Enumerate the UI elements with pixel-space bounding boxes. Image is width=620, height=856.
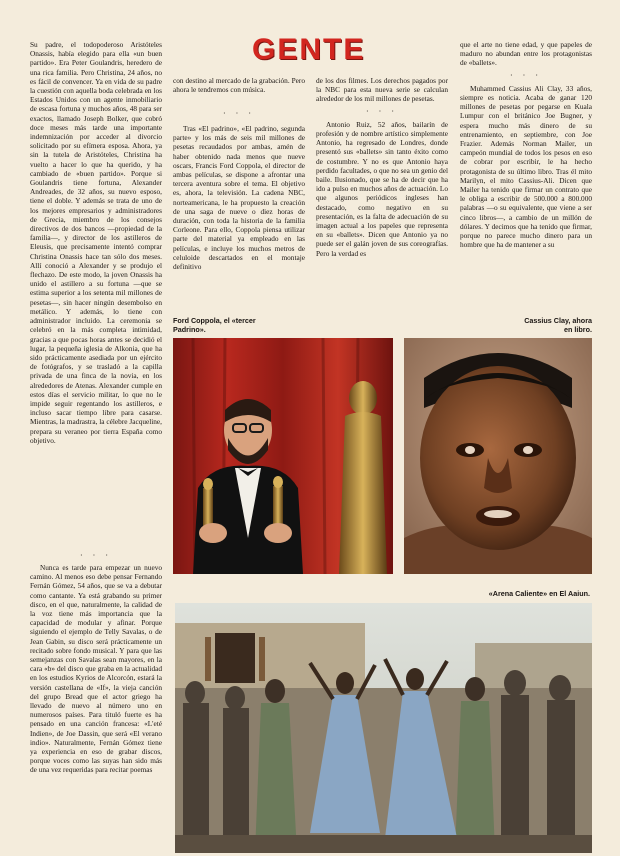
separator: · · · [223, 109, 255, 118]
caption-arena: «Arena Caliente» en El Aaiun. [488, 589, 590, 598]
article-onassis: Su padre, el todopoderoso Aristóteles Onassis, había elegido para ella «un buen partido». Era Peter Goulandris, heredero de una rica familia. Pero Christina, 24 años, no es fácil de convencer. Ya en vida de su padre la cuestión con aquella boda celebrada en los Estados Unidos con un agente inmobiliario de escasa fortuna y muchos años, 48 para ser exactos, llamado Joseph Bolker, que cobró doce meses más tarde una importante indemnización por acceder al divorcio solicitado por su efímera esposa. Ahora, ya sin la tutela de Aristóteles, Christina ha vuelto a hacer lo que ha querido, y ha cambiado de «buen partido». Porque si Goulandris tiene fortuna, Alexander Andreades, de 32 años, su nuevo esposo, tiene el doble. Y además se trata de uno de los mejores empresarios y administradores de Grecia, miembro de los consejos directivos de dos bancos —propiedad de la familia—, y director de los astilleros de Eleusis, que precisamente intentó comprar Christina Onassis hace tan sólo dos meses. Allí conoció a Alexander y se produjo el flechazo. De este modo, la joven Onassis ha unido el astillero a su fortuna —que se estima superior a los setenta mil millones de pesetas—, sin hacer ningún desembolso en metálico. Y además, lo tiene con administrador incluido. La ceremonia se celebró en la más completa intimidad, gracias a que pocas horas antes se decidió el lugar, la pequeña iglesia de Alkonia, que ha sido prácticamente asediada por un ejército de fotógrafos, y se trasladó a la capilla privada de una finca de la novia, en los alrededores de Atenas. Alexander cumple en estos días el servicio militar, lo que no le impide seguir regentando los astilleros, e incluso sacar tiempo libre para casarse. Mientras, la madrastra, la célebre Jacqueline, prepara su veraneo por tierra España como objetivo. [30, 40, 162, 445]
column-left-top [30, 40, 162, 550]
article-antonio-continuation: que el arte no tiene edad, y que papeles de maduro no abundan entre los protagonistas de «ballets». [460, 40, 592, 68]
column-mid [173, 124, 305, 308]
article-cassius-clay: Muhammed Cassius Ali Clay, 33 años, siempre es noticia. Acaba de ganar 120 millones de pesetas por pegarse en Kuala Lumpur con el británico Joe Bugner, y espera mucho más dinero de su entrenamiento, en septiembre, con Joe Frazier. Además Norman Mailer, un campeón mundial de todos los pesos en eso de cobrar por escribir, le ha hecho protagonista de su último libro. Tras él mito Marilyn, el mito Cassius-Ali. Dicen que Mailer ha tenido que firmar un contrato que le obliga a escribir de 500.000 a 800.000 palabras —o su equivalente, que viene a ser cinco libros—, a cambio de un millón de dólares. Y decimos que ha tenido que firmar, porque no parece mucho dinero para un hombre que ha de mantener a su [460, 83, 592, 250]
column-mid-top [173, 76, 305, 106]
article-continuation: con destino al mercado de la grabación. Pero ahora le tendremos con música. [173, 76, 305, 95]
separator: · · · [366, 106, 398, 116]
column-far-right [460, 40, 592, 308]
photo-clay [404, 338, 592, 574]
photo-coppola [173, 338, 393, 574]
photo-arena [175, 603, 592, 853]
article-nbc-continuation: de los dos filmes. Los derechos pagados por la NBC para esta nueva serie se calculan alrededor de los mil millones de pesetas. [316, 76, 448, 104]
section-title: GENTE [252, 33, 366, 66]
caption-coppola: Ford Coppola, el «tercer Padrino». [173, 316, 256, 334]
article-coppola: Tras «El padrino», «El padrino, segunda parte» y los más de seis mil millones de pesetas recaudados por ambas, amén de haber obtenido nada menos que nueve oscars, Francis Ford Coppola, el director de ambas películas, se dispone a afrontar una tercera aventura sobre el tema. El objetivo es, ahora, la televisión. La cadena NBC, norteamericana, le ha propuesto la creación de una saga de nueve o diez horas de duración, con toda la historia de la familia Corleone. Para ello, Coppola piensa utilizar parte del material ya empleado en las películas, e incluye los muchos metros de celuloide descartados en el montaje definitivo [173, 124, 305, 272]
column-right-mid [316, 76, 448, 308]
separator: · · · [80, 551, 112, 560]
separator: · · · [510, 70, 542, 80]
caption-clay: Cassius Clay, ahora en libro. [524, 316, 592, 334]
column-left-bottom [30, 563, 162, 853]
article-antonio: Antonio Ruiz, 52 años, bailarín de profesión y de nombre artístico simplemente Antonio, ha regresado de Londres, donde presentó sus «ballets» sin tanto éxito como de costumbre. Y no es que Antonio haya perdido facultades, o que no sea un genio del baile. Ilusionado, que se ha de decir que ha ido a pulso en muchos años de actuación. Lo que algunos periódicos ingleses han destacado, como negativo en su presentación, es la falta de adecuación de su imagen actual a los papeles que representa en su «ballets». Dicen que Antonio ya no puede ser el galán joven de sus coreografías. Pero la verdad es [316, 119, 448, 258]
article-fernan-gomez: Nunca es tarde para empezar un nuevo camino. Al menos eso debe pensar Fernando Fernán Gómez, 54 años, que se va a debutar como cantante. Ya está grabando su primer disco, en el que, naturalmente, la calidad de la voz tiene más importancia que la capacidad de modular y afinar. Porque siguiendo el ejemplo de Telly Savalas, o de Jean Gabin, su disco será prácticamente un recitado sobre fondo musical. Y para que las semejanzas con Savalas sean mayores, en la cara «b» del disco que graba en la actualidad en los estudios Kyrios de Alcorcón, estará la versión castellana de «If», la vieja canción del grupo Bread que el actor griego ha llevado de nuevo al número uno en numerosos países. Para tituló fuerte es ha pensado en una canción francesa: «L'eté Indien», de Joe Dassin, que será «El verano indio». Naturalmente, Fernán Gómez tiene ya experiencia en eso de grabar discos, porque voces como las suyas han sido más de una vez requeridas para recitar poemas [30, 563, 162, 775]
